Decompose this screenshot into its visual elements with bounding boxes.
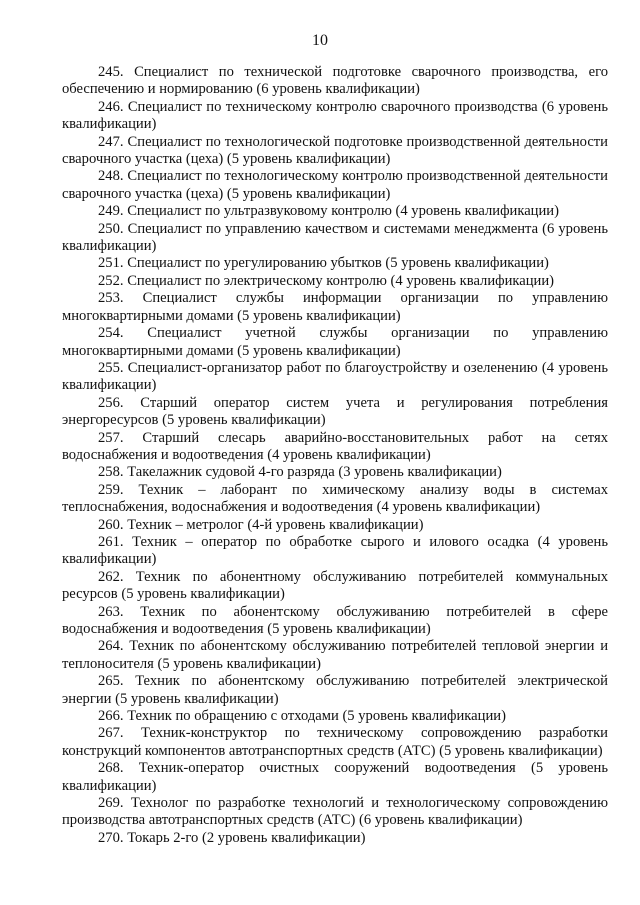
list-item-266: 266. Техник по обращению с отходами (5 уровень квалификации) [98, 708, 506, 725]
list-item-253: 253. Специалист службы информации организации по управлению многоквартирными домами (5 уровень квалификации) [62, 290, 608, 324]
list-item-262: 262. Техник по абонентному обслуживанию потребителей коммунальных ресурсов (5 уровень квалификации) [62, 568, 608, 603]
list-item-256: 256. Старший оператор систем учета и регулирования потребления энергоресурсов (5 уровень квалификации) [62, 394, 608, 429]
list-item-257: 257. Старший слесарь аварийно-восстановительных работ на сетях водоснабжения и водоотведения (4 уровень квалификации) [62, 429, 608, 463]
list-item-269: 269. Технолог по разработке технологий и технологическому сопровождению производства автотранспортных средств (АТС) (6 уровень квалификации) [62, 795, 608, 829]
list-item-260: 260. Техник – метролог (4-й уровень квалификации) [98, 516, 424, 533]
list-item-264: 264. Техник по абонентскому обслуживанию потребителей тепловой энергии и теплоносителя (5 уровень квалификации) [62, 638, 608, 672]
list-item-259: 259. Техник – лаборант по химическому анализу воды в системах теплоснабжения, водоснабжения и водоотведения (4 уровень квалификации) [62, 481, 608, 516]
list-item-250: 250. Специалист по управлению качеством и системами менеджмента (6 уровень квалификации) [62, 220, 608, 255]
list-item-245: 245. Специалист по технической подготовке сварочного производства, его обеспечению и нормированию (6 уровень квалификации) [62, 64, 608, 98]
list-item-265: 265. Техник по абонентскому обслуживанию потребителей электрической энергии (5 уровень квалификации) [62, 673, 608, 707]
list-item-268: 268. Техник-оператор очистных сооружений водоотведения (5 уровень квалификации) [62, 760, 608, 794]
list-item-246: 246. Специалист по техническому контролю сварочного производства (6 уровень квалификации) [62, 98, 608, 133]
qualification-list [62, 64, 608, 847]
list-item-261: 261. Техник – оператор по обработке сырого и илового осадка (4 уровень квалификации) [62, 533, 608, 568]
list-item-251: 251. Специалист по урегулированию убытков (5 уровень квалификации) [98, 255, 549, 272]
list-item-252: 252. Специалист по электрическому контролю (4 уровень квалификации) [98, 272, 555, 289]
list-item-249: 249. Специалист по ультразвуковому контролю (4 уровень квалификации) [98, 203, 559, 220]
list-item-258: 258. Такелажник судовой 4-го разряда (3 уровень квалификации) [98, 464, 502, 481]
list-item-247: 247. Специалист по технологической подготовке производственной деятельности сварочного участка (цеха) (5 уровень квалификации) [62, 133, 608, 168]
list-item-270: 270. Токарь 2-го (2 уровень квалификации) [98, 829, 366, 846]
list-item-254: 254. Специалист учетной службы организации по управлению многоквартирными домами (5 уровень квалификации) [62, 325, 608, 359]
list-item-248: 248. Специалист по технологическому контролю производственной деятельности сварочного участка (цеха) (5 уровень квалификации) [62, 168, 608, 202]
page-number: 10 [312, 32, 328, 49]
list-item-267: 267. Техник-конструктор по техническому сопровождению разработки конструкций компонентов автотранспортных средств (АТС) (5 уровень квалификации) [62, 725, 608, 759]
list-item-263: 263. Техник по абонентскому обслуживанию потребителей в сфере водоснабжения и водоотведения (5 уровень квалификации) [62, 603, 608, 637]
list-item-255: 255. Специалист-организатор работ по благоустройству и озеленению (4 уровень квалификации) [62, 359, 608, 394]
